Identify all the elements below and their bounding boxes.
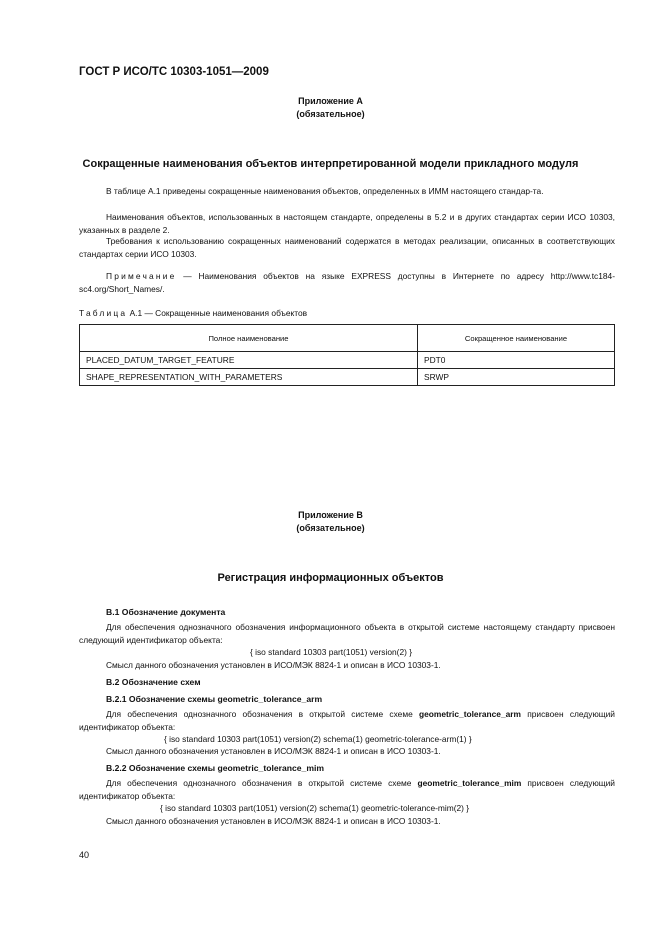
table-caption-label: Таблица: [79, 308, 128, 318]
annex-a-paragraph-3: Требования к использованию сокращенных наименований содержатся в методах реализации, описанных в соответствующих стандартах серии ИСО 10303.: [79, 236, 615, 259]
section-b22-title: [106, 763, 324, 773]
annex-a-heading: [0, 95, 661, 121]
section-b1-note: Смысл данного обозначения установлен в ИСО/МЭК 8824-1 и описан в ИСО 10303-1.: [106, 660, 441, 670]
column-header-short-name: Сокращенное наименование: [418, 325, 615, 352]
section-b22-schema-name: geometric_tolerance_mim: [217, 763, 324, 773]
section-b21-text-a: Для обеспечения однозначного обозначения в открытой системе схеме: [106, 709, 420, 719]
section-b1-title: В.1 Обозначение документа: [106, 607, 226, 617]
section-b21-title-prefix: В.2.1 Обозначение схемы: [106, 694, 218, 704]
section-b21-text-schema: geometric_tolerance_arm: [419, 709, 521, 719]
table-header-row: [80, 325, 615, 352]
section-b22-text-schema: geometric_tolerance_mim: [417, 778, 522, 788]
table-row: [80, 369, 615, 386]
table-cell-short-name: PDT0: [418, 352, 615, 369]
section-b22-text: [79, 777, 615, 803]
annex-a-paragraph-2: Наименования объектов, использованных в настоящем стандарте, определены в 5.2 и в других стандартах серии ИСО 10303, указанных в разделе 2.: [79, 212, 615, 235]
annex-b-title: Регистрация информационных объектов: [217, 572, 444, 584]
section-b21-text-b: присвоен следующий идентификатор объекта:: [79, 709, 615, 732]
section-b1-text: Для обеспечения однозначного обозначения информационного объекта в открытой системе настоящему стандарту присвоен следующий идентификатор объекта:: [79, 622, 615, 645]
annex-a-title: Сокращенные наименования объектов интерпретированной модели прикладного модуля: [82, 158, 579, 170]
annex-b-label: Приложение В: [298, 510, 363, 520]
section-b21-identifier: { iso standard 10303 part(1051) version(2) schema(1) geometric-tolerance-arm(1) }: [164, 734, 472, 744]
section-b22-text-a: Для обеспечения однозначного обозначения в открытой системе схеме: [106, 778, 418, 788]
section-b22-note: Смысл данного обозначения установлен в ИСО/МЭК 8824-1 и описан в ИСО 10303-1.: [106, 816, 441, 826]
table-cell-full-name: SHAPE_REPRESENTATION_WITH_PARAMETERS: [80, 369, 418, 386]
section-b22-identifier: { iso standard 10303 part(1051) version(2) schema(1) geometric-tolerance-mim(2) }: [160, 803, 470, 813]
note-text: — Наименования объектов на языке EXPRESS доступны в Интернете по адресу http://www.tc184-sc4.org/Short_Names/.: [79, 271, 616, 294]
section-b21-title: [106, 694, 322, 704]
section-b22-text-b: присвоен следующий идентификатор объекта:: [79, 778, 615, 801]
section-b2-title: В.2 Обозначение схем: [106, 677, 201, 687]
table-cell-full-name: PLACED_DATUM_TARGET_FEATURE: [80, 352, 418, 369]
note-label: Примечание: [106, 271, 177, 281]
section-b21-note: Смысл данного обозначения установлен в ИСО/МЭК 8824-1 и описан в ИСО 10303-1.: [106, 746, 441, 756]
annex-b-heading: [0, 509, 661, 535]
annex-a-note: [79, 270, 615, 296]
short-names-table: [79, 324, 615, 386]
section-b21-schema-name: geometric_tolerance_arm: [217, 694, 323, 704]
document-header: ГОСТ Р ИСО/ТС 10303-1051—2009: [79, 66, 269, 78]
annex-b-status: (обязательное): [296, 523, 365, 533]
annex-a-label: Приложение А: [298, 96, 363, 106]
page-number: 40: [79, 850, 90, 860]
section-b21-text: [79, 708, 615, 734]
section-b1-identifier: { iso standard 10303 part(1051) version(2) }: [250, 647, 413, 657]
annex-a-status: (обязательное): [296, 109, 365, 119]
table-cell-short-name: SRWP: [418, 369, 615, 386]
section-b22-title-prefix: В.2.2 Обозначение схемы: [106, 763, 218, 773]
table-caption: [79, 308, 307, 318]
column-header-full-name: Полное наименование: [80, 325, 418, 352]
table-row: [80, 352, 615, 369]
table-caption-text: А.1 — Сокращенные наименования объектов: [129, 308, 308, 318]
annex-a-paragraph-1: В таблице А.1 приведены сокращенные наименования объектов, определенных в ИММ настоящего стандар-та.: [106, 186, 544, 196]
